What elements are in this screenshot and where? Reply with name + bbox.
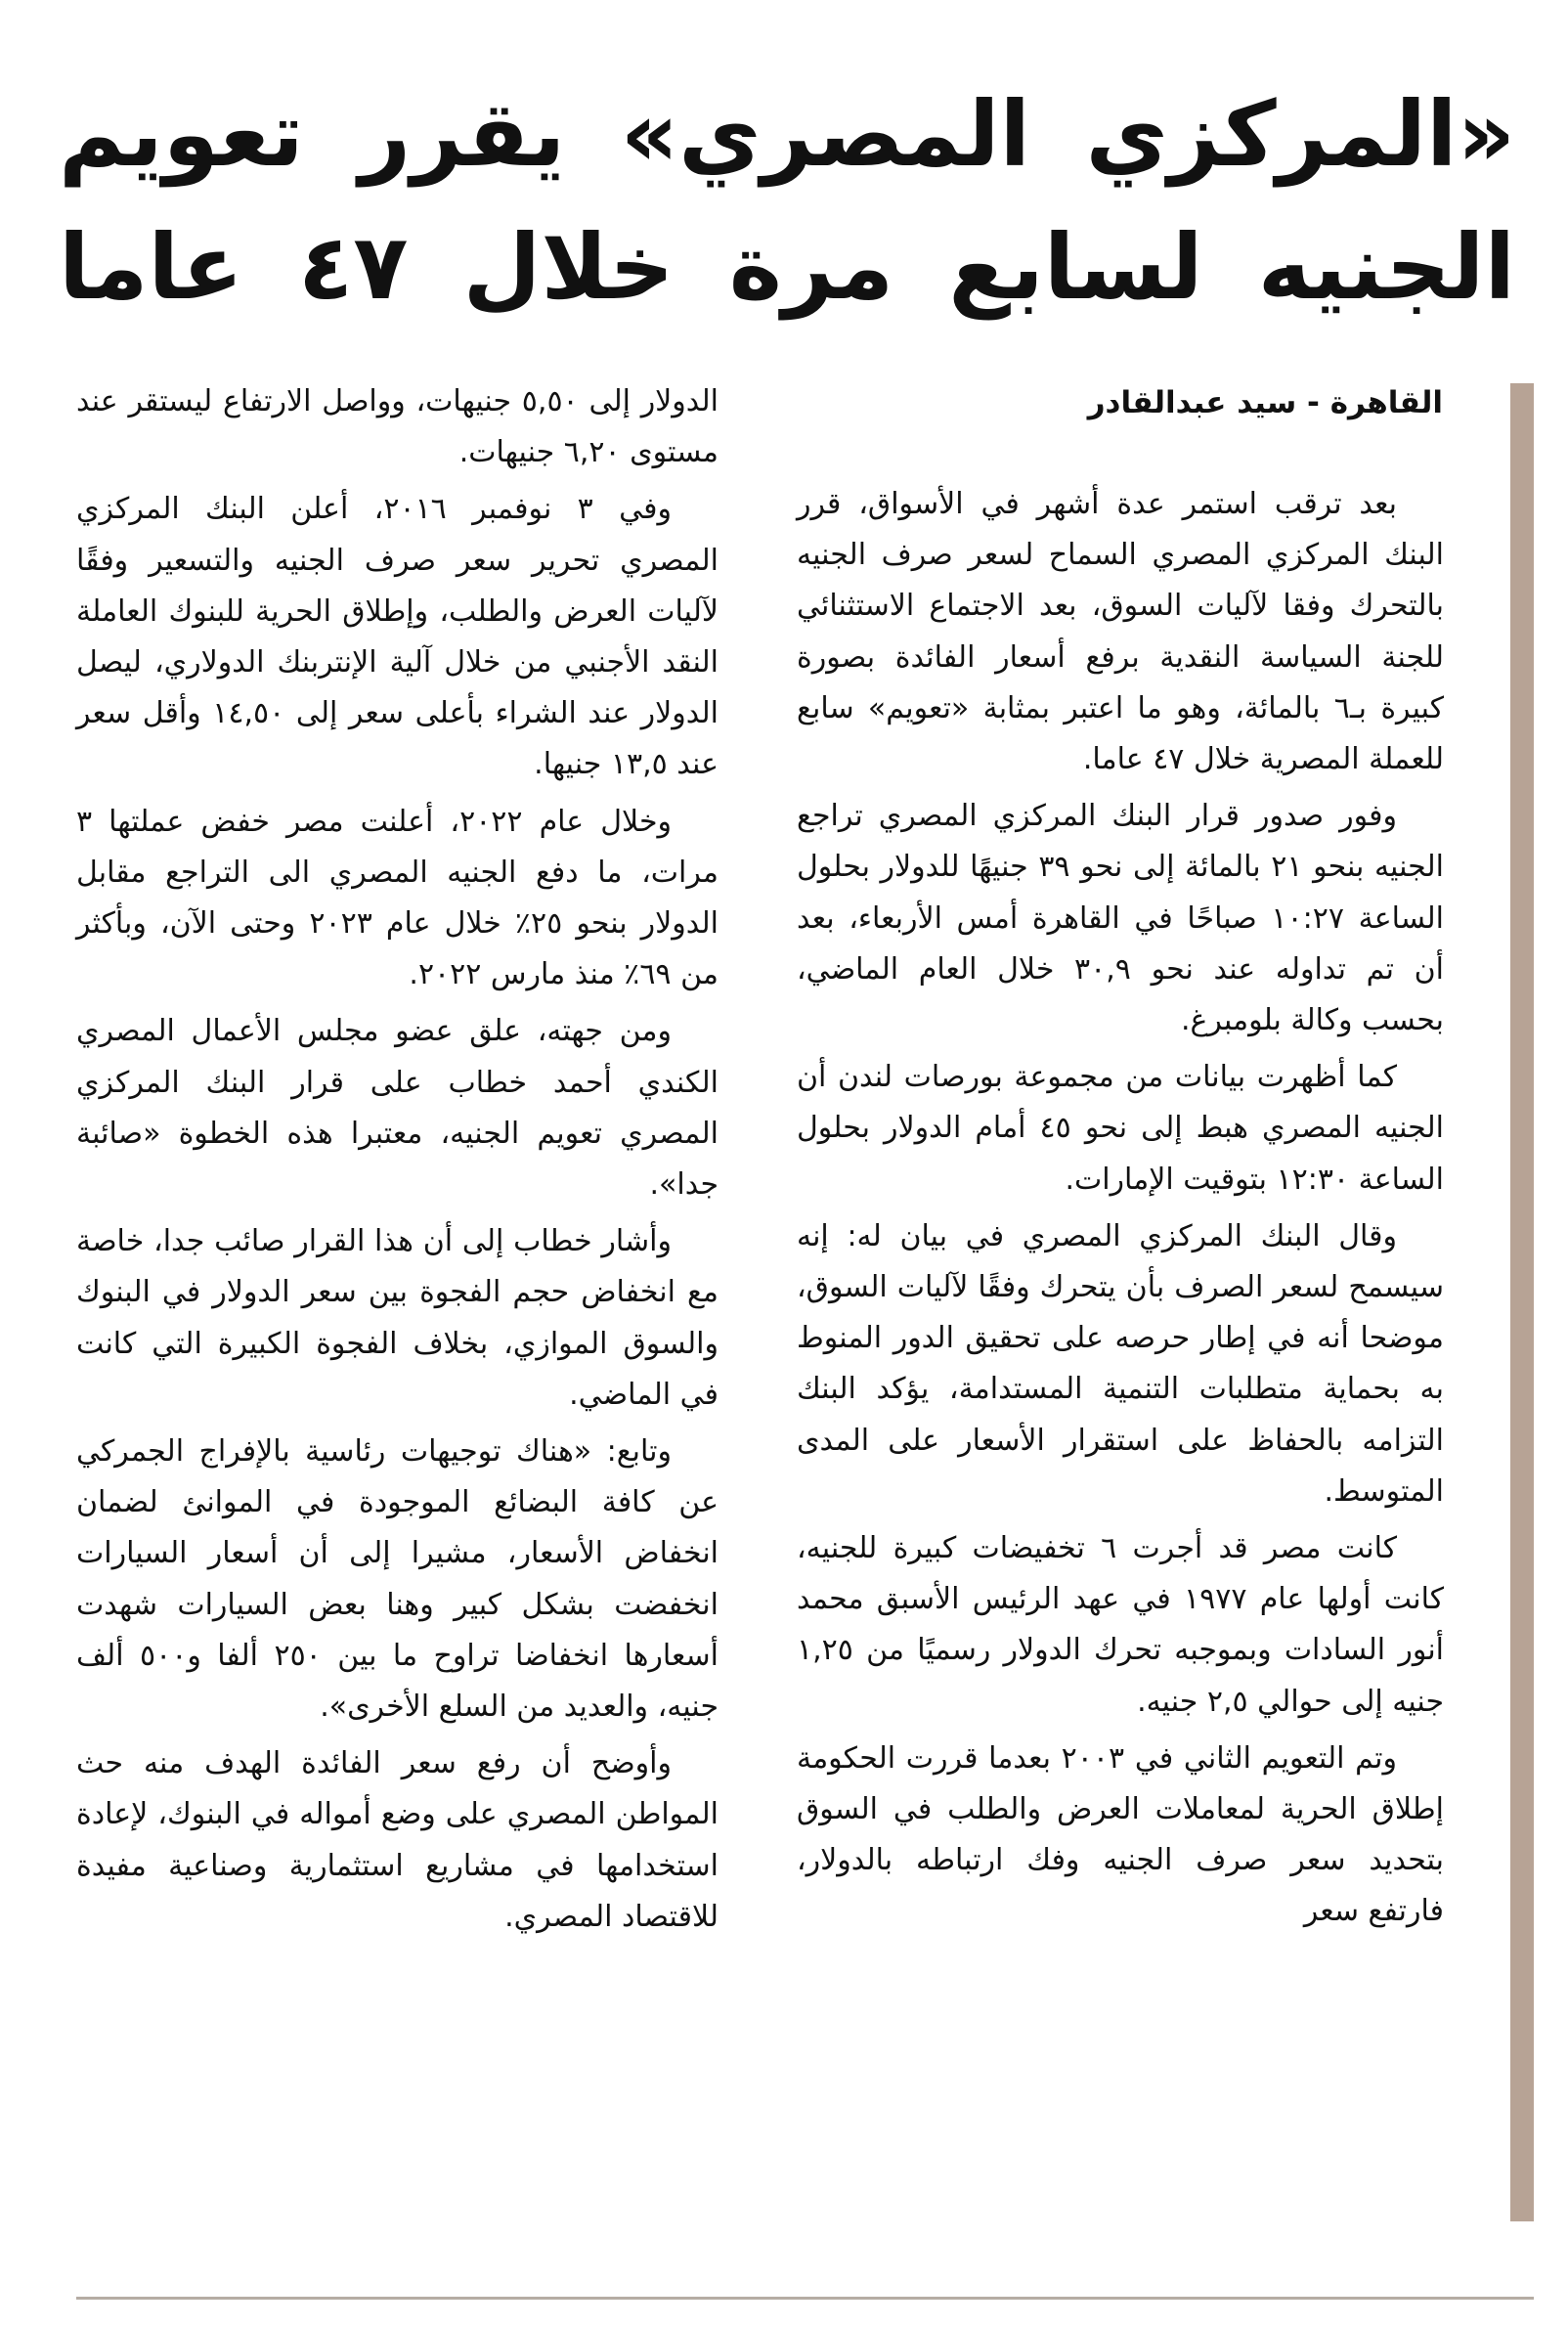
column-accent-bar [1510, 383, 1534, 2221]
paragraph: ومن جهته، علق عضو مجلس الأعمال المصري الكندي أحمد خطاب على قرار البنك المركزي المصري تعويم الجنيه، معتبرا هذه الخطوة «صائبة جدا». [76, 1014, 719, 1203]
headline [59, 68, 1515, 334]
paragraph: بعد ترقب استمر عدة أشهر في الأسواق، قرر البنك المركزي المصري السماح لسعر صرف الجنيه بالتحرك وفقا لآليات السوق، بعد الاجتماع الاستثنائي للجنة السياسة النقدية برفع أسعار الفائدة بصورة كبيرة بـ٦ بالمائة، وهو ما اعتبر بمثابة «تعويم» سابع للعملة المصرية خلال ٤٧ عاما. [797, 487, 1444, 777]
paragraph: وقال البنك المركزي المصري في بيان له: إنه سيسمح لسعر الصرف بأن يتحرك وفقًا لآليات السوق، موضحا أنه في إطار حرصه على تحقيق الدور المنوط به بحماية متطلبات التنمية المستدامة، يؤكد البنك التزامه بالحفاظ على استقرار الأسعار على المدى المتوسط. [797, 1218, 1444, 1509]
paragraph: وتم التعويم الثاني في ٢٠٠٣ بعدما قررت الحكومة إطلاق الحرية لمعاملات العرض والطلب في السوق بتحديد سعر صرف الجنيه وفك ارتباطه بالدولار، فارتفع سعر [797, 1740, 1444, 1929]
article-column-left [76, 376, 719, 1949]
paragraph: وتابع: «هناك توجيهات رئاسية بالإفراج الجمركي عن كافة البضائع الموجودة في الموانئ لضمان انخفاض الأسعار، مشيرا إلى أن أسعار السيارات انخفضت بشكل كبير وهنا بعض السيارات شهدت أسعارها انخفاضا تراوح ما بين ٢٥٠ ألفا و٥٠٠ ألف جنيه، والعديد من السلع الأخرى». [76, 1434, 719, 1725]
paragraph: وفور صدور قرار البنك المركزي المصري تراجع الجنيه بنحو ٢١ بالمائة إلى نحو ٣٩ جنيهًا للدولار بحلول الساعة ١٠:٢٧ صباحًا في القاهرة أمس الأربعاء، بعد أن تم تداوله عند نحو ٣٠,٩ خلال العام الماضي، بحسب وكالة بلومبرغ. [797, 799, 1445, 1038]
headline-line-2: الجنيه لسابع مرة خلال ٤٧ عاما [59, 215, 1515, 320]
paragraph: وخلال عام ٢٠٢٢، أعلنت مصر خفض عملتها ٣ مرات، ما دفع الجنيه المصري الى التراجع مقابل الدولار بنحو ٢٥٪ خلال عام ٢٠٢٣ وحتى الآن، وبأكثر من ٦٩٪ منذ مارس ٢٠٢٢. [76, 804, 719, 992]
paragraph: وأشار خطاب إلى أن هذا القرار صائب جدا، خاصة مع انخفاض حجم الفجوة بين سعر الدولار في البنوك والسوق الموازي، بخلاف الفجوة الكبيرة التي كانت في الماضي. [76, 1224, 719, 1412]
article-column-right [797, 479, 1444, 1944]
byline: القاهرة - سيد عبدالقادر [1087, 385, 1443, 420]
paragraph: الدولار إلى ٥,٥٠ جنيهات، وواصل الارتفاع ليستقر عند مستوى ٦,٢٠ جنيهات. [76, 384, 719, 470]
headline-line-1: «المركزي المصري» يقرر تعويم [59, 82, 1515, 187]
paragraph: وأوضح أن رفع سعر الفائدة الهدف منه حث المواطن المصري على وضع أمواله في البنوك، لإعادة استخدامها في مشاريع استثمارية وصناعية مفيدة للاقتصاد المصري. [76, 1746, 719, 1934]
paragraph: كانت مصر قد أجرت ٦ تخفيضات كبيرة للجنيه، كانت أولها عام ١٩٧٧ في عهد الرئيس الأسبق محمد أنور السادات وبموجبه تحرك الدولار رسميًا من ١,٢٥ جنيه إلى حوالي ٢,٥ جنيه. [797, 1531, 1444, 1719]
bottom-rule [76, 2297, 1534, 2300]
paragraph: وفي ٣ نوفمبر ٢٠١٦، أعلن البنك المركزي المصري تحرير سعر صرف الجنيه والتسعير وفقًا لآليات العرض والطلب، وإطلاق الحرية للبنوك العاملة النقد الأجنبي من خلال آلية الإنتربنك الدولاري، ليصل الدولار عند الشراء بأعلى سعر إلى ١٤,٥٠ وأقل سعر عند ١٣,٥ جنيها. [76, 492, 719, 782]
paragraph: كما أظهرت بيانات من مجموعة بورصات لندن أن الجنيه المصري هبط إلى نحو ٤٥ أمام الدولار بحلول الساعة ١٢:٣٠ بتوقيت الإمارات. [797, 1060, 1445, 1197]
